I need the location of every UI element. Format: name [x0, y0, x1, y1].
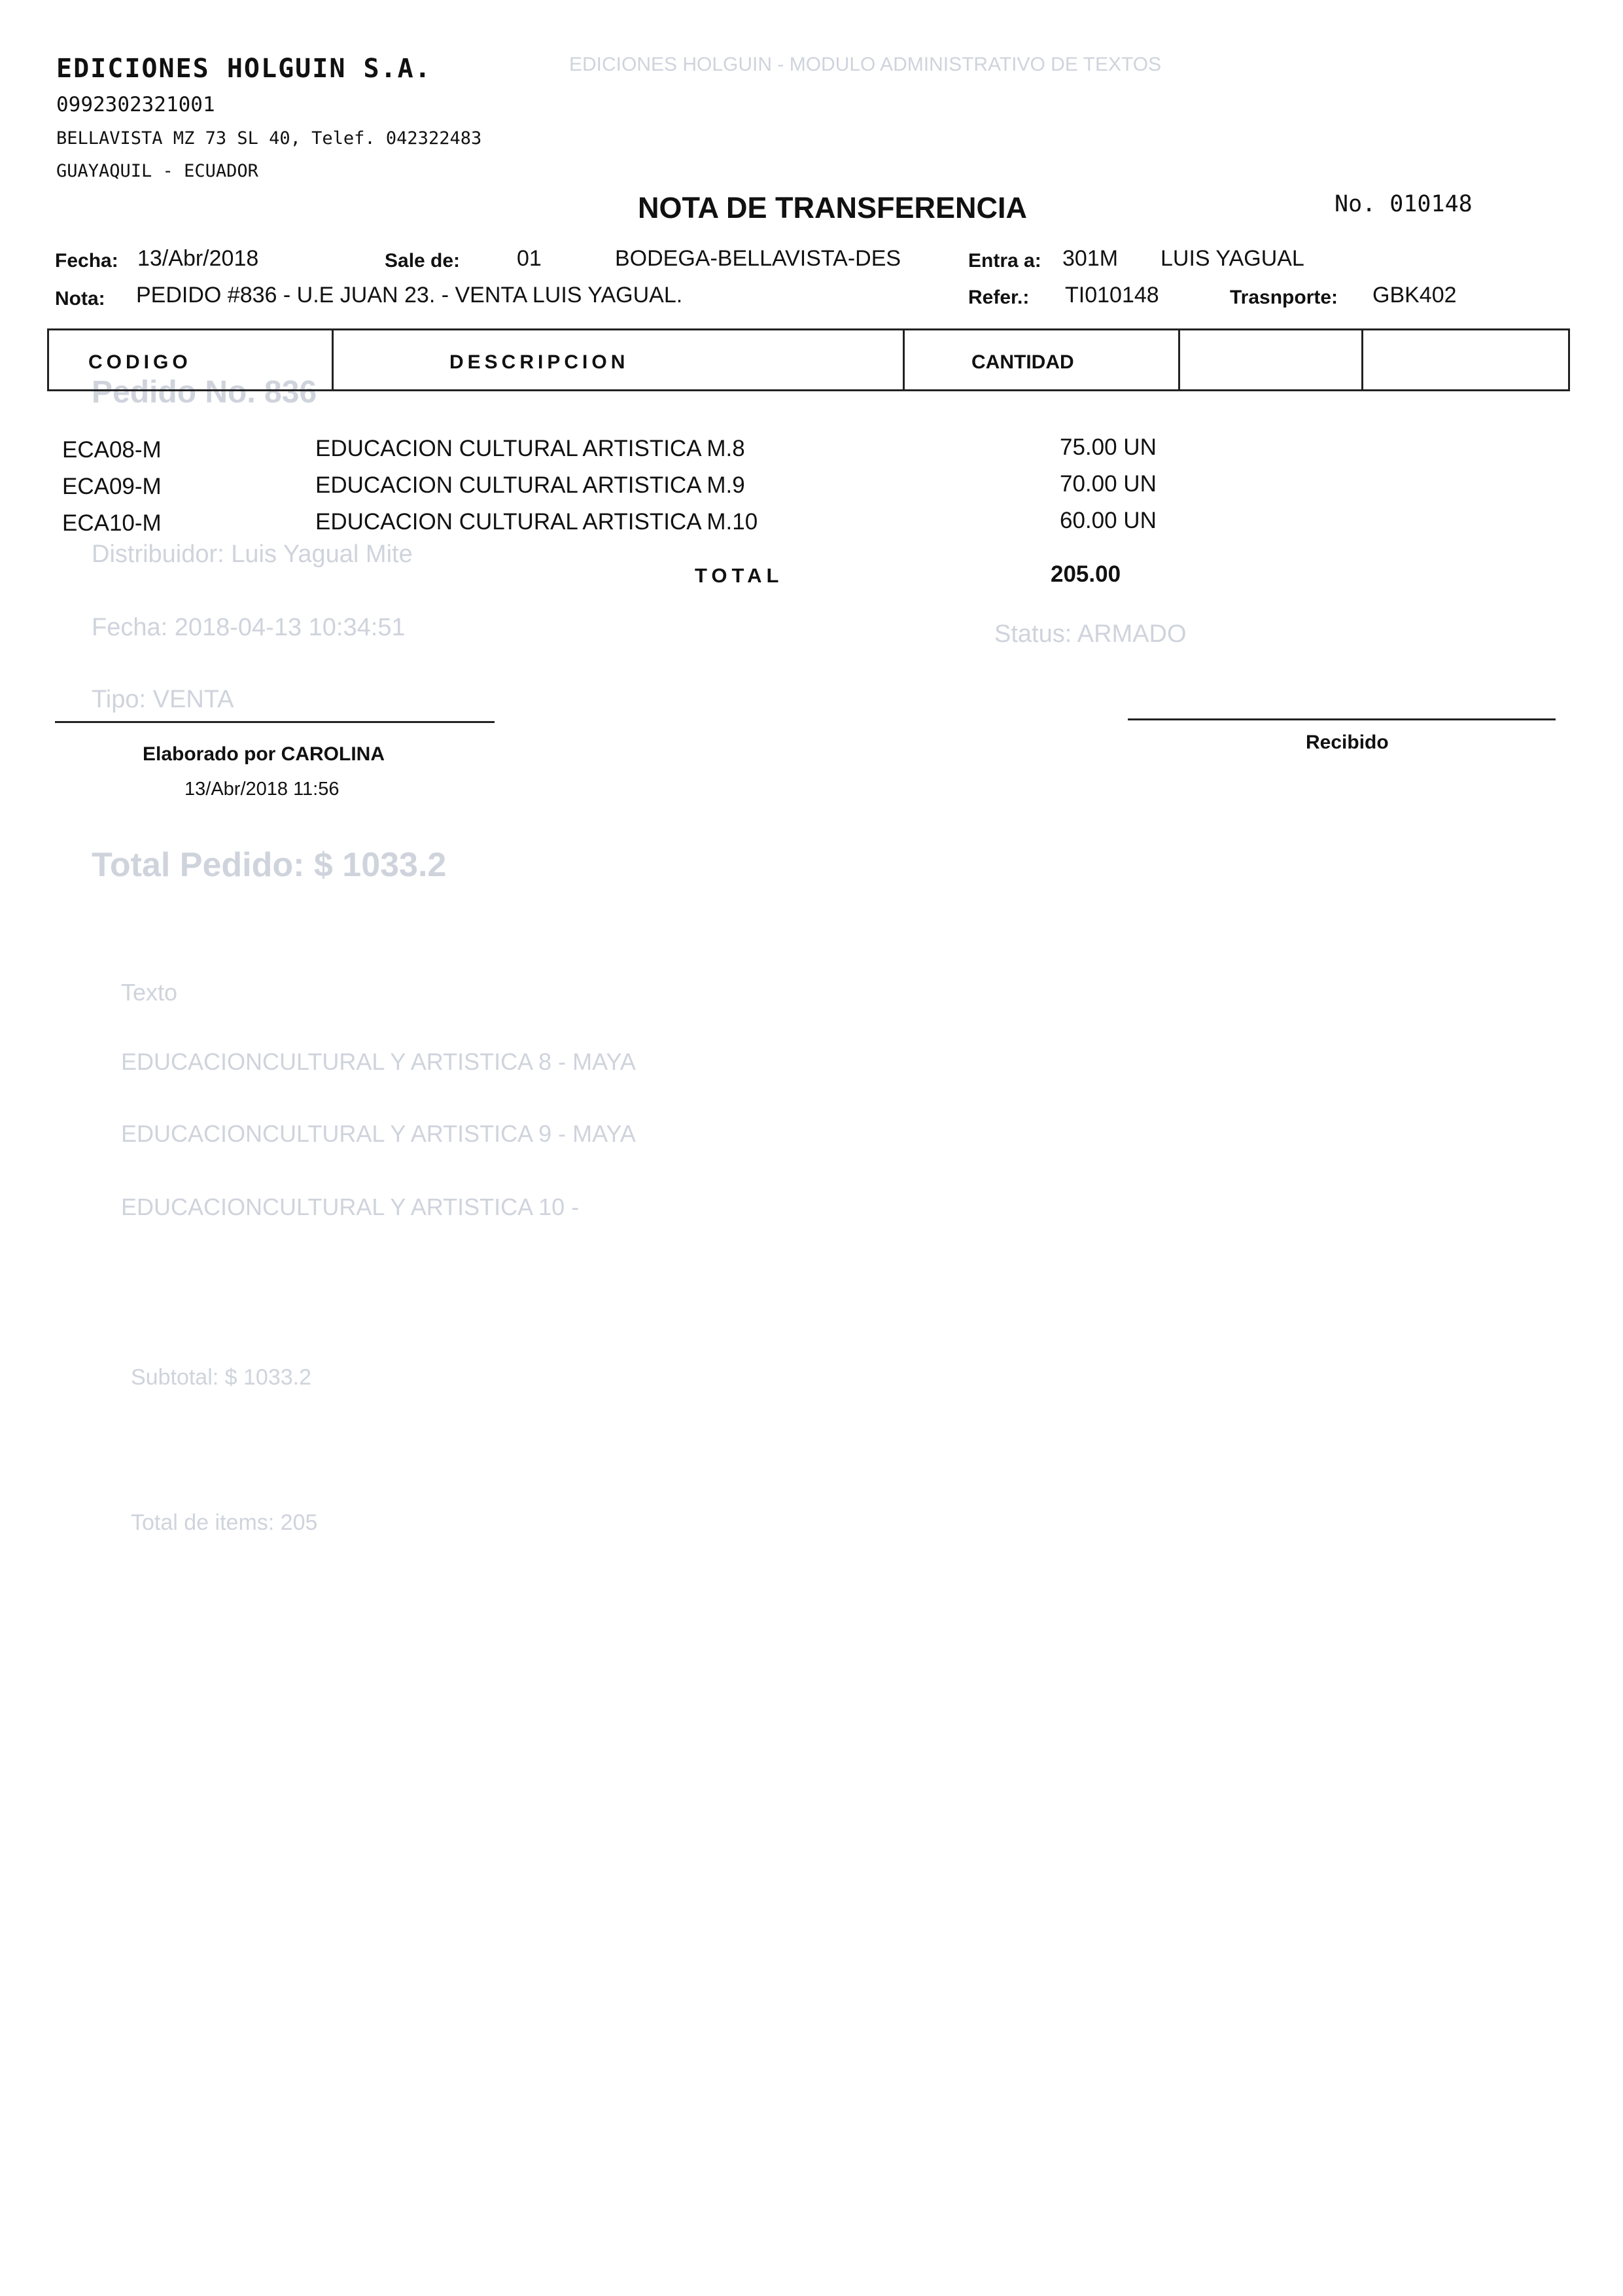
bleed-through-text: Total Pedido: $ 1033.2 — [92, 846, 447, 884]
row-quantity: 60.00 UN — [1060, 508, 1157, 533]
bleed-through-text: Pedido No. 836 — [92, 375, 317, 410]
bleed-through-text: EDUCACIONCULTURAL Y ARTISTICA 10 - — [121, 1193, 580, 1220]
bleed-through-text: EDUCACIONCULTURAL Y ARTISTICA 9 - MAYA — [121, 1120, 636, 1147]
bleed-through-text: Distribuidor: Luis Yagual Mite — [92, 540, 413, 568]
column-divider — [332, 330, 334, 389]
entra-a-code: 301M — [1062, 246, 1119, 271]
bleed-through-text: Status: ARMADO — [994, 620, 1187, 648]
prepared-by: Elaborado por CAROLINA — [143, 743, 385, 765]
bleed-through-text: Texto — [121, 979, 178, 1006]
column-divider — [1361, 330, 1363, 389]
row-code: ECA08-M — [62, 437, 162, 463]
bleed-through-text: Fecha: 2018-04-13 10:34:51 — [92, 614, 406, 641]
row-description: EDUCACION CULTURAL ARTISTICA M.9 — [315, 472, 745, 498]
entra-a-label: Entra a: — [968, 250, 1041, 272]
header-descripcion: DESCRIPCION — [449, 351, 629, 373]
company-city: GUAYAQUIL - ECUADOR — [56, 161, 258, 181]
column-divider — [903, 330, 905, 389]
row-code: ECA10-M — [62, 510, 162, 536]
total-value: 205.00 — [1051, 561, 1121, 587]
bleed-through-text: Subtotal: $ 1033.2 — [131, 1365, 312, 1390]
table-header — [47, 328, 1570, 391]
refer-label: Refer.: — [968, 287, 1030, 308]
transporte-value: GBK402 — [1372, 283, 1457, 308]
bleed-through-text: Total de items: 205 — [131, 1510, 318, 1535]
sale-de-label: Sale de: — [385, 250, 461, 272]
nota-value: PEDIDO #836 - U.E JUAN 23. - VENTA LUIS YAGUAL. — [136, 283, 683, 308]
document-number: No. 010148 — [1335, 191, 1473, 217]
bleed-through-text: EDUCACIONCULTURAL Y ARTISTICA 8 - MAYA — [121, 1048, 636, 1075]
row-description: EDUCACION CULTURAL ARTISTICA M.10 — [315, 509, 758, 535]
bleed-through-text: EDICIONES HOLGUIN - MODULO ADMINISTRATIVO DE TEXTOS — [569, 54, 1162, 75]
company-ruc: 0992302321001 — [56, 93, 215, 116]
signature-line-prepared — [55, 721, 495, 723]
header-codigo: CODIGO — [88, 351, 192, 373]
refer-value: TI010148 — [1065, 283, 1159, 308]
bleed-through-text: Tipo: VENTA — [92, 686, 234, 713]
total-label: TOTAL — [695, 564, 784, 587]
fecha-value: 13/Abr/2018 — [137, 246, 259, 271]
sale-de-code: 01 — [517, 246, 542, 271]
sale-de-name: BODEGA-BELLAVISTA-DES — [615, 246, 901, 271]
signature-line-received — [1128, 718, 1556, 720]
column-divider — [1178, 330, 1180, 389]
company-name: EDICIONES HOLGUIN S.A. — [56, 54, 432, 84]
received-label: Recibido — [1306, 732, 1389, 753]
transporte-label: Trasnporte: — [1230, 287, 1338, 308]
document-title: NOTA DE TRANSFERENCIA — [638, 191, 1027, 224]
nota-label: Nota: — [55, 288, 105, 309]
prepared-date: 13/Abr/2018 11:56 — [184, 779, 340, 800]
company-address: BELLAVISTA MZ 73 SL 40, Telef. 042322483 — [56, 128, 482, 149]
entra-a-name: LUIS YAGUAL — [1161, 246, 1304, 271]
row-code: ECA09-M — [62, 474, 162, 499]
fecha-label: Fecha: — [55, 250, 118, 272]
row-description: EDUCACION CULTURAL ARTISTICA M.8 — [315, 436, 745, 461]
row-quantity: 70.00 UN — [1060, 471, 1157, 497]
header-cantidad: CANTIDAD — [971, 351, 1074, 373]
row-quantity: 75.00 UN — [1060, 434, 1157, 460]
